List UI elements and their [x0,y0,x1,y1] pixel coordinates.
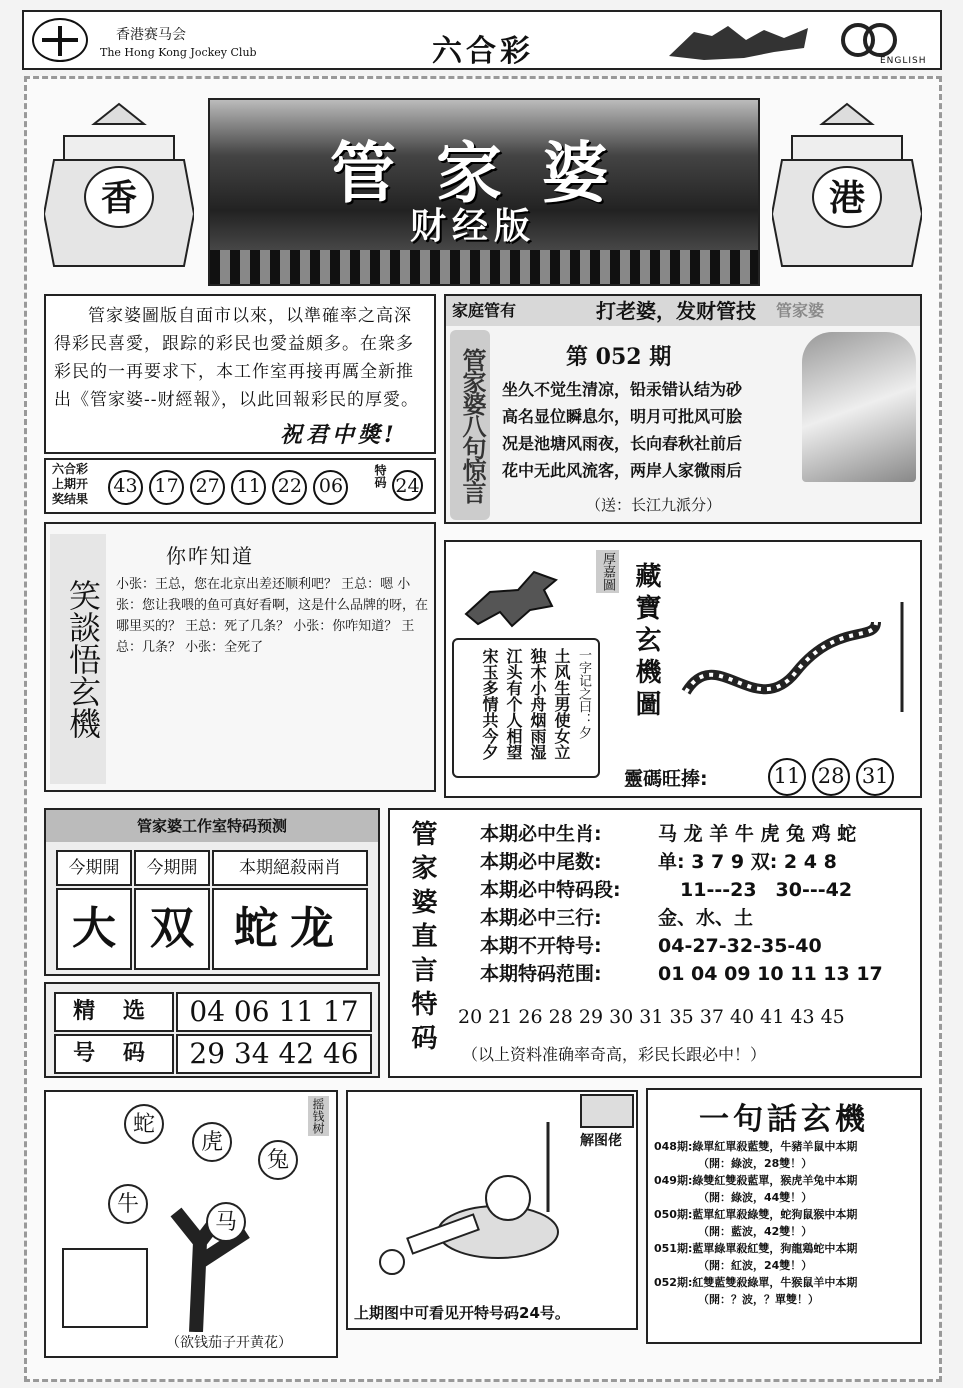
select-row-2: 29 34 42 46 [176,1034,372,1074]
last-result-label: 六合彩 上期开 奖结果 [52,462,89,506]
last-result-balls [108,470,349,505]
direct-items [480,820,883,988]
poem-issue: 第 052 期 [566,344,672,370]
scroll-col: 宋玉多情共今夕 [480,648,499,760]
direct-note: （以上资料准确率奇高，彩民长跟必中！） [462,1045,767,1064]
joke-title: 你咋知道 [166,544,254,568]
jockey-club-logo [32,18,88,62]
select-label-1: 精 选 [54,992,174,1032]
treasure-tag: 厚嘉圖 [596,550,619,593]
scroll-col: 江头有个人相望 [504,648,523,760]
direct-item: 本期必中尾数: 单: 3 7 9 双: 2 4 8 [480,851,837,873]
tree-fruit: 蛇 [124,1104,164,1144]
oneline-entry: 051期:藍單綠單殺紅雙，狗龍鶏蛇中本期 （開：紅波，24雙！） [654,1242,858,1272]
tree-fruit: 虎 [192,1122,232,1162]
top-header [22,10,942,70]
banner-subtitle: 财经版 [410,206,537,247]
money-tree-tag: 摇钱树 [308,1096,329,1136]
horse-racing-icon [664,18,814,62]
right-badge-circle: 港 [812,166,882,228]
oneline-title: 一句話玄機 [699,1102,869,1137]
poem-banner: 家庭管有 打老婆，发财管技 管家婆 [446,296,920,326]
solve-tag: 解图佬 [580,1133,622,1149]
oneline-entry: 049期:綠雙紅雙殺藍單，猴虎羊兔中本期 （開：綠波，44雙！） [654,1174,858,1204]
studio-col-2: 今期開 [134,850,210,886]
solve-tag-icon [580,1094,634,1128]
studio-header: 管家婆工作室特码预测 [46,810,378,842]
joke-text: 小张：王总，您在北京出差还顺利吧？ 王总：嗯 小张：您让我喂的鱼可真好看啊，这是什么品牌的呀，在哪里买的？ 王总：死了几条？ 小张：你咋知道？ 王总：几条？ 小张：全死了 [116,577,429,655]
direct-item: 本期必中三行: 金、水、土 [480,907,754,929]
special-ball: 24 [392,470,423,501]
org-name-en: The Hong Kong Jockey Club [100,46,257,59]
lucky-numbers [768,758,895,796]
poem-box [444,294,922,524]
snake-icon [676,602,912,726]
studio-val-1: 大 [56,888,132,970]
scroll-col: 土风生男使女立 [552,648,571,760]
treasure-title: 藏寶玄機圖 [631,562,661,722]
org-name-cn: 香港赛马会 [116,27,186,43]
select-row-1: 04 06 11 17 [176,992,372,1032]
solve-box [346,1090,638,1330]
selected-numbers-box [44,982,380,1078]
oneline-entry: 050期:藍單紅單殺綠雙，蛇狗鼠猴中本期 （開：藍波，42雙！） [654,1208,858,1238]
poem-line: 高名显位瞬息尔，明月可批风可脍 [502,407,743,426]
center-title: 六合彩 [432,34,534,69]
direct-box [388,808,922,1078]
result-ball: 17 [149,470,184,505]
lucky-ball: 31 [856,758,894,796]
scroll [452,638,600,778]
scroll-top: 一字记之曰：夕 [576,648,591,739]
lottery-logo-icon [834,22,904,58]
studio-val-2: 双 [134,888,210,970]
oneline-entry: 052期:紅雙藍雙殺綠單，牛猴鼠羊中本期 （開：？波，？單雙！） [654,1276,858,1306]
tree-fruit: 兔 [258,1140,298,1180]
joke-vertical-title: 笑談悟玄機 [50,534,106,784]
direct-item: 本期特码范围: 01 04 09 10 11 13 17 [480,963,883,985]
treasure-box [444,540,922,798]
lucky-ball: 28 [812,758,850,796]
tree-fruit: 牛 [108,1184,148,1224]
oneline-entries [654,1138,918,1308]
oneline-box [646,1088,922,1344]
studio-col-3: 本期絕殺兩肖 [212,850,368,886]
direct-vertical-title: 管家婆直言特码 [407,820,437,1058]
poem-line: 况是池塘风雨夜，长向春秋社前后 [502,434,743,453]
result-ball: 27 [190,470,225,505]
lucky-ball: 11 [768,758,806,796]
intro-box [44,294,436,454]
left-badge-circle: 香 [84,166,154,228]
direct-item: 本期不开特号: 04-27-32-35-40 [480,935,822,957]
last-result-box [44,458,436,514]
result-ball: 11 [231,470,266,505]
poem-credit: （送：长江九派分） [586,496,722,514]
joke-box [44,522,436,792]
direct-item: 本期必中生肖: 马 龙 羊 牛 虎 兔 鸡 蛇 [480,823,857,845]
studio-box [44,808,380,976]
poem-vertical-title: 管家婆八句惊言 [450,330,490,520]
oneline-entry: 048期:綠單紅單殺藍雙，牛豬羊鼠中本期 （開：綠波，28雙！） [654,1140,858,1170]
scroll-col: 独木小舟烟雨湿 [528,648,547,760]
intro-blessing: 祝君中獎! [280,422,398,448]
empty-answer-box [62,1248,148,1328]
cartoon-image [368,1122,568,1282]
money-tree-box [44,1090,338,1358]
result-ball: 22 [272,470,307,505]
special-label: 特码 [373,464,387,488]
poem-lines [502,376,742,484]
intro-text: 管家婆圖版自面市以來，以準確率之高深得彩民喜愛，跟踪的彩民也愛益頗多。在衆多彩民的一再要求下，本工作室再接再厲全新推出《管家婆--财經報》，以此回報彩民的厚愛。 [54,306,419,410]
studio-col-1: 今期開 [56,850,132,886]
waterfall-image [802,332,916,482]
lucky-label: 靈碼旺捧: [624,768,708,790]
banner-grass [210,250,758,284]
studio-val-3: 蛇龙 [212,888,368,970]
horse-rider-icon [460,566,568,630]
right-lantern [772,96,922,276]
tree-fruit: 马 [206,1202,246,1242]
poem-line: 坐久不觉生清凉，铅汞错认结为砂 [502,380,743,399]
result-ball: 43 [108,470,143,505]
poem-line: 花中无此风流客，两岸人家微雨后 [502,461,743,480]
banner-image [208,98,760,286]
select-label-2: 号 码 [54,1034,174,1074]
left-lantern [44,96,194,276]
direct-item: 本期必中特码段: 11---23 30---42 [480,879,853,901]
english-link[interactable]: ENGLISH [880,56,927,66]
banner-title: 管家婆 [330,135,648,212]
solve-caption: 上期图中可看见开特号码24号。 [354,1304,570,1322]
result-ball: 06 [313,470,348,505]
money-tree-caption: （欲钱茄子开黄花） [166,1335,292,1351]
direct-range-more: 20 21 26 28 29 30 31 35 37 40 41 43 45 [458,1006,845,1028]
